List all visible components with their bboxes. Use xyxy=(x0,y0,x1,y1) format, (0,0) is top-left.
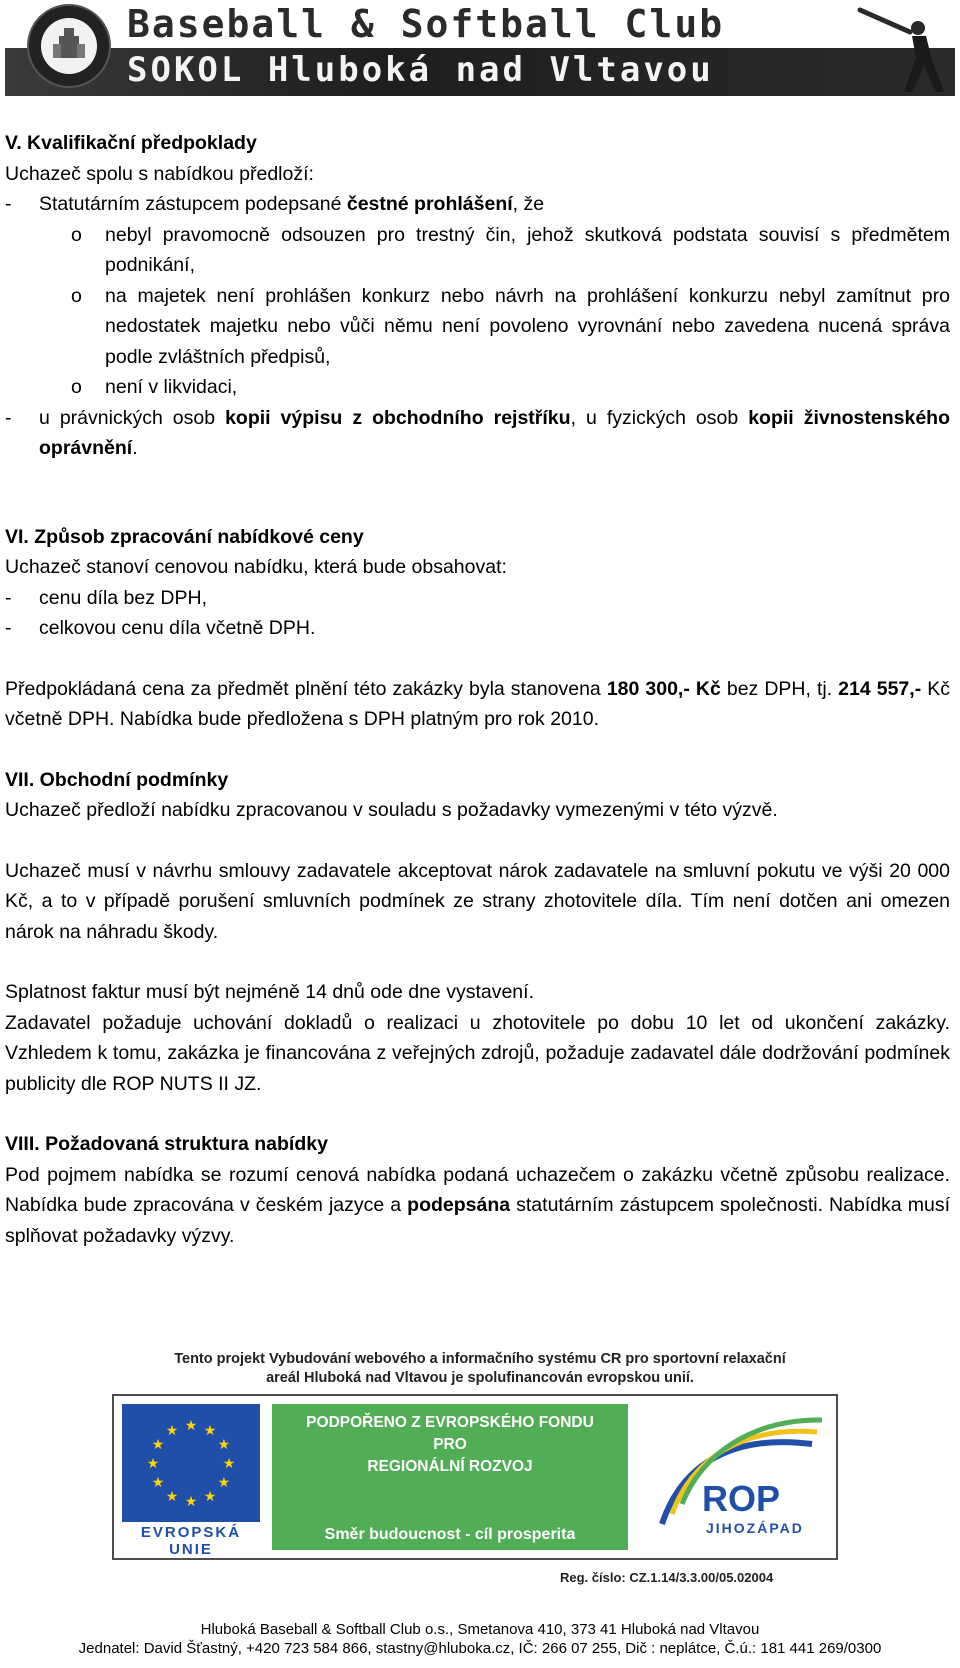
bold-text: čestné prohlášení xyxy=(346,193,513,215)
sub-list-marker: o xyxy=(71,223,82,246)
batter-silhouette-icon xyxy=(840,0,955,96)
eu-flag-label: EVROPSKÁ UNIE xyxy=(140,1524,242,1558)
page-footer xyxy=(0,1620,960,1658)
eu-star-icon: ★ xyxy=(151,1436,165,1452)
section-viii-heading: VIII. Požadovaná struktura nabídky xyxy=(5,1133,328,1155)
paragraph: Pod pojmem nabídka se rozumí cenová nabídka podaná uchazečem o zakázku včetně způsobu realizace. Nabídka bude zpracována v českém jazyce a podepsána statutárním zástupcem společnosti. Nabídka musí splňovat požadavky výzvy. xyxy=(5,1163,950,1247)
paragraph: Uchazeč předloží nabídku zpracovanou v souladu s požadavky vymezenými v této výzvě. xyxy=(5,799,778,821)
sub-list-item: o není v likvidaci, xyxy=(39,372,950,403)
list-item: - cenu díla bez DPH, xyxy=(5,586,208,609)
bold-text: kopii výpisu z obchodního rejstříku xyxy=(225,406,571,429)
eu-funding-banner xyxy=(112,1394,838,1560)
bold-text: podepsána xyxy=(407,1194,511,1216)
price-with-vat: 214 557,- xyxy=(838,677,922,700)
eu-star-icon: ★ xyxy=(165,1487,179,1504)
footer-contact: Jednatel: David Šťastný, +420 723 584 866, stastny@hluboka.cz, IČ: 266 07 255, Dič : neplátce, Č.ú.: 181 441 269/0300 xyxy=(78,1640,882,1657)
section-v-intro: Uchazeč spolu s nabídkou předloží: xyxy=(5,162,314,185)
section-vi-intro: Uchazeč stanoví cenovou nabídku, která bude obsahovat: xyxy=(5,556,507,578)
eu-star-icon: ★ xyxy=(184,1493,198,1509)
price-without-vat: 180 300,- Kč xyxy=(606,677,721,700)
club-title: Baseball & Softball Club xyxy=(127,2,725,46)
eu-star-icon: ★ xyxy=(203,1487,217,1504)
rop-subtitle: JIHOZÁPAD xyxy=(706,1520,804,1536)
sub-list-item: o nebyl pravomocně odsouzen pro trestný čin, jehož skutková podstata souvisí s předmětem podnikání, xyxy=(39,220,950,281)
list-item: - Statutárním zástupcem podepsané čestné prohlášení, že xyxy=(5,189,950,220)
rop-logo xyxy=(642,1404,828,1550)
eu-star-icon: ★ xyxy=(151,1474,165,1490)
eu-star-icon: ★ xyxy=(222,1455,236,1471)
erdf-panel: PODPOŘENO Z EVROPSKÉHO FONDU PRO REGIONÁLNÍ ROZVOJ Směr budoucnost - cíl prosperita xyxy=(272,1404,628,1550)
eu-caption: Tento projekt Vybudování webového a informačního systému CR pro sportovní relaxační areál Hluboká nad Vltavou je spolufinancován evropskou unií. xyxy=(174,1351,786,1386)
eu-star-icon: ★ xyxy=(146,1455,160,1471)
eu-star-icon: ★ xyxy=(165,1422,179,1439)
section-v-heading: V. Kvalifikační předpoklady xyxy=(5,132,257,154)
list-marker: - xyxy=(5,193,12,215)
paragraph: Splatnost faktur musí být nejméně 14 dnů ode dne vystavení. xyxy=(5,981,534,1003)
rop-title: ROP xyxy=(702,1478,781,1519)
list-item: - u právnických osob kopii výpisu z obchodního rejstříku, u fyzických osob kopii živnostenského oprávnění. xyxy=(5,403,950,464)
header-banner xyxy=(5,0,955,96)
document-body xyxy=(5,128,950,1251)
paragraph: Uchazeč musí v návrhu smlouvy zadavatele akceptovat nárok zadavatele na smluvní pokutu ve výši 20 000 Kč, a to v případě porušení smluvních podmínek ze strany zhotovitele díla. Tím není dotčen ani omezen nárok na náhradu škody. xyxy=(5,859,950,943)
list-marker: - xyxy=(5,406,12,429)
bold-text: kopii živnostenského oprávnění xyxy=(39,406,950,459)
sub-list-marker: o xyxy=(71,284,82,307)
eu-flag-icon xyxy=(122,1404,260,1558)
section-vii-heading: VII. Obchodní podmínky xyxy=(5,768,229,791)
paragraph: Zadavatel požaduje uchování dokladů o realizaci u zhotovitele po dobu 10 let od ukončení zakázky. Vzhledem k tomu, zakázka je financována z veřejných zdrojů, požaduje zadavatel dále dodržování podmínek publicity dle ROP NUTS II JZ. xyxy=(5,1011,950,1095)
eu-star-icon: ★ xyxy=(217,1474,231,1490)
footer-address: Hluboká Baseball & Softball Club o.s., Smetanova 410, 373 41 Hluboká nad Vltavou xyxy=(200,1621,760,1638)
sub-list-item: o na majetek není prohlášen konkurz nebo návrh na prohlášení konkurzu nebyl zamítnut pro nedostatek majetku nebo vůči němu není povoleno vyrovnání nebo zavedena nucená správa podle zvláštních předpisů, xyxy=(39,281,950,373)
sub-list-marker: o xyxy=(71,376,82,398)
section-vi-heading: VI. Způsob zpracování nabídkové ceny xyxy=(5,525,364,548)
eu-star-icon: ★ xyxy=(203,1422,217,1439)
list-item: - celkovou cenu díla včetně DPH. xyxy=(5,617,316,639)
club-seal-logo-icon xyxy=(27,4,111,88)
club-subtitle: SOKOL Hluboká nad Vltavou xyxy=(127,50,714,90)
eu-star-icon: ★ xyxy=(184,1417,198,1433)
registration-number: Reg. číslo: CZ.1.14/3.3.00/05.02004 xyxy=(560,1570,774,1585)
price-paragraph: Předpokládaná cena za předmět plnění této zakázky byla stanovena 180 300,- Kč bez DPH, tj. 214 557,- Kč včetně DPH. Nabídka bude předložena s DPH platným pro rok 2010. xyxy=(5,677,950,730)
erdf-slogan: Směr budoucnost - cíl prosperita xyxy=(324,1526,576,1543)
eu-star-icon: ★ xyxy=(217,1436,231,1452)
